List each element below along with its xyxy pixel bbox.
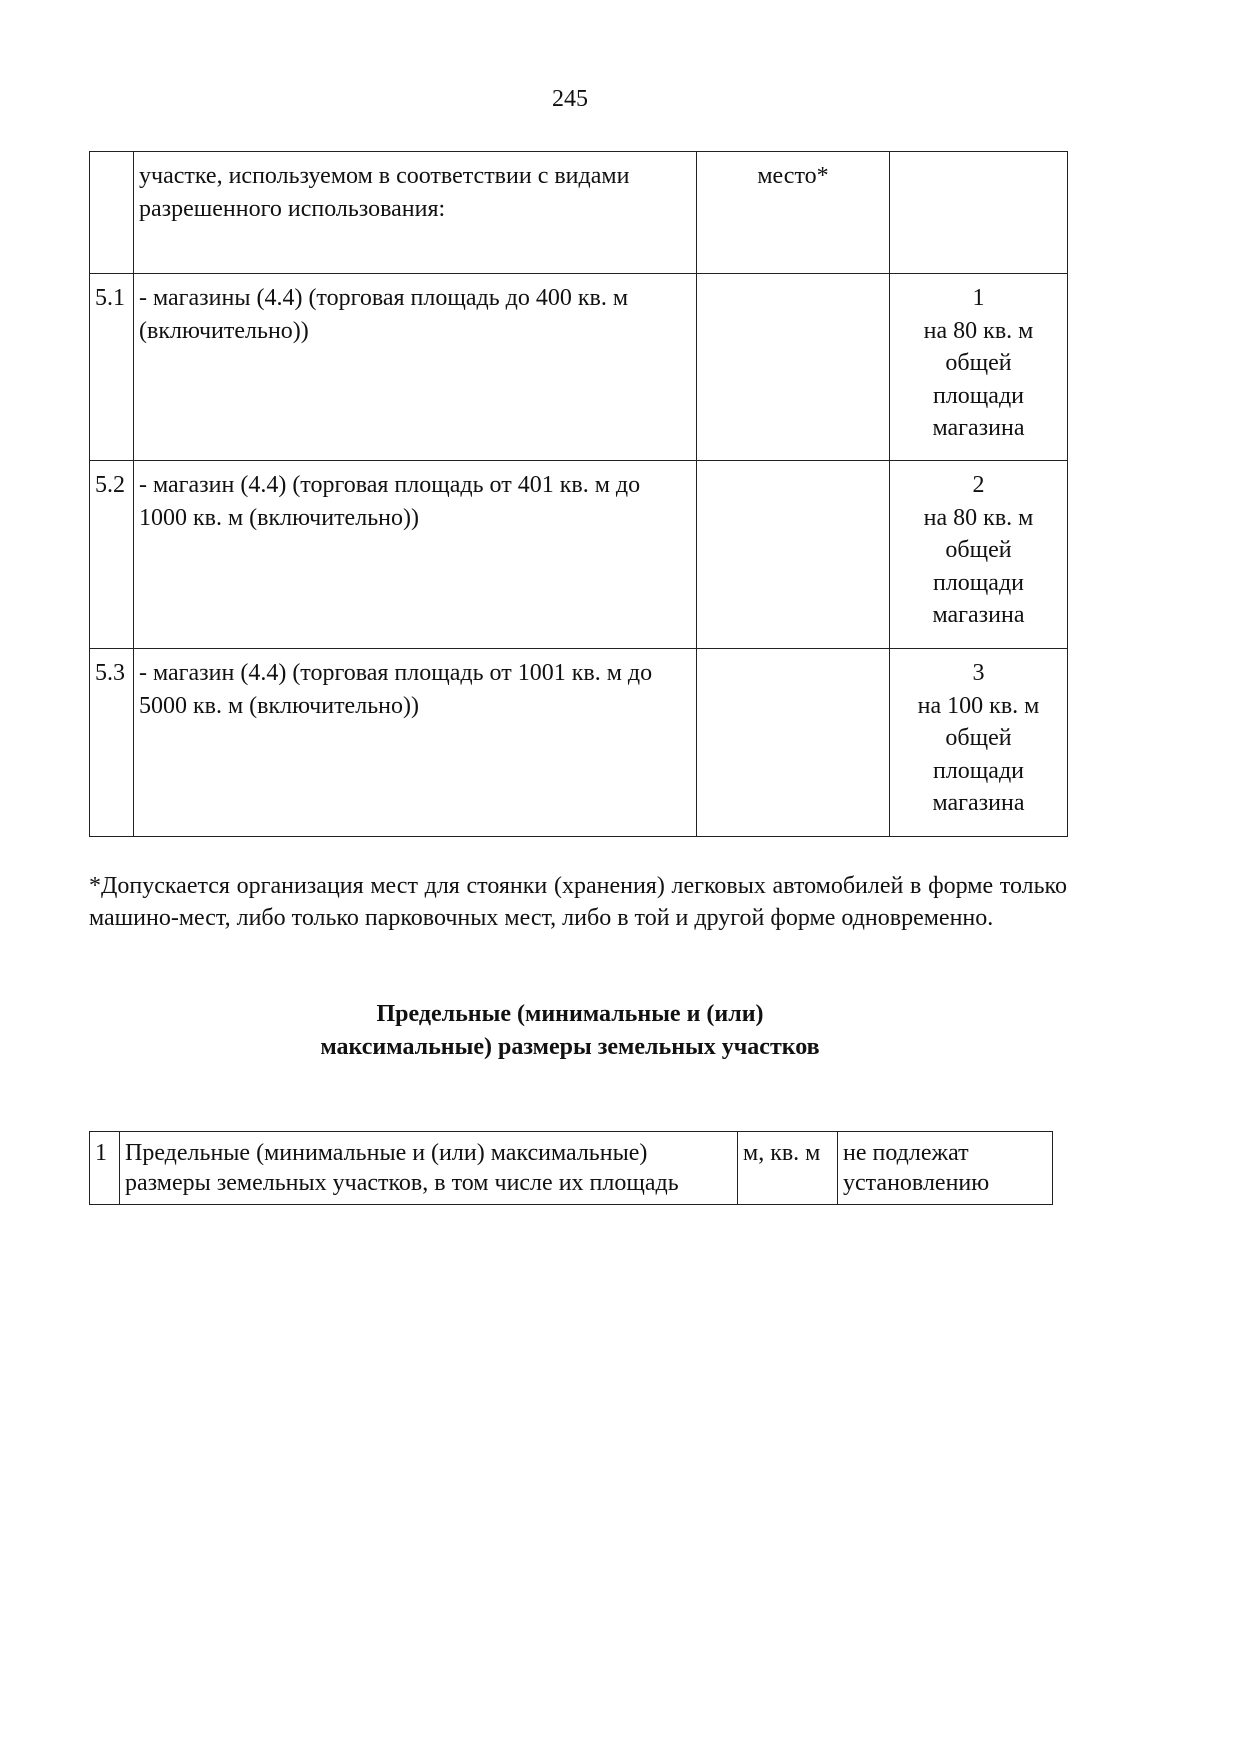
row-value: не подлежат установлению (838, 1132, 1053, 1205)
value-line: площади (932, 569, 1024, 596)
row-number: 5.3 (90, 649, 134, 837)
row-number: 5.2 (90, 461, 134, 649)
page-number: 245 (552, 86, 588, 112)
table-row (90, 274, 1068, 461)
value-line: 2 (972, 472, 985, 498)
footnote: *Допускается организация мест для стоянки (хранения) легковых автомобилей в форме только машино-мест, либо только парковочных мест, либо в той и другой форме одновременно. (89, 873, 1067, 931)
row-description: - магазины (4.4) (торговая площадь до 400 кв. м (включительно)) (134, 274, 697, 461)
row-unit: м, кв. м (738, 1132, 838, 1205)
table-row (90, 461, 1068, 649)
value-line: магазина (932, 415, 1025, 441)
row-value (890, 649, 1068, 837)
row-description: участке, используемом в соответствии с видами разрешенного использования: (134, 152, 697, 274)
land-plot-size-table (89, 1131, 1053, 1205)
row-number: 1 (90, 1132, 120, 1205)
row-number (90, 152, 134, 274)
row-description: - магазин (4.4) (торговая площадь от 1001 кв. м до 5000 кв. м (включительно)) (134, 649, 697, 837)
row-number: 5.1 (90, 274, 134, 461)
row-unit (697, 274, 890, 461)
value-line: площади (932, 382, 1024, 409)
row-value (890, 461, 1068, 649)
value-line: магазина (932, 790, 1025, 816)
row-unit (697, 649, 890, 837)
value-line: на 100 кв. м (917, 692, 1040, 719)
row-value (890, 274, 1068, 461)
value-line: общей (945, 537, 1012, 563)
value-line: на 80 кв. м (923, 317, 1034, 344)
value-line: площади (932, 757, 1024, 784)
table-row (90, 152, 1068, 274)
row-unit (697, 461, 890, 649)
table-row (90, 649, 1068, 837)
value-line: общей (945, 725, 1012, 751)
heading-line-2: максимальные) размеры земельных участков (320, 1034, 820, 1060)
row-value (890, 152, 1068, 274)
value-line: 3 (972, 660, 985, 686)
row-description: Предельные (минимальные и (или) максимальные) размеры земельных участков, в том числе их площадь (120, 1132, 738, 1205)
value-line: магазина (932, 602, 1025, 628)
value-line: на 80 кв. м (923, 504, 1034, 531)
value-line: 1 (972, 285, 985, 311)
section-heading (0, 998, 1140, 1064)
parking-requirements-table (89, 151, 1068, 837)
row-unit: место* (697, 152, 890, 274)
value-line: общей (945, 350, 1012, 376)
heading-line-1: Предельные (минимальные и (или) (376, 1001, 764, 1027)
row-description: - магазин (4.4) (торговая площадь от 401 кв. м до 1000 кв. м (включительно)) (134, 461, 697, 649)
table-row (90, 1132, 1053, 1205)
